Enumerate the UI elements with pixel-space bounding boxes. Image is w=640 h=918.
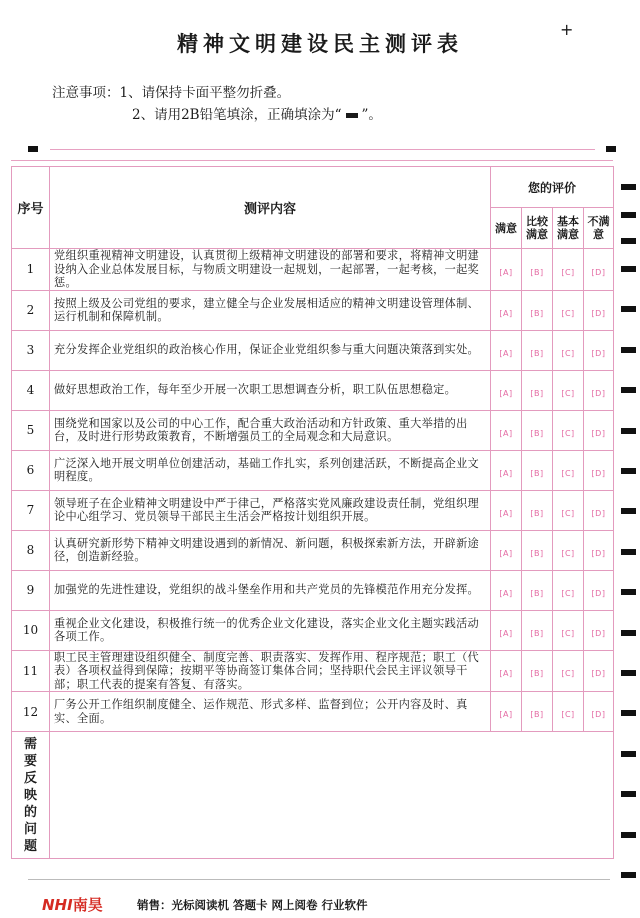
divider	[11, 160, 613, 161]
timing-mark	[621, 630, 636, 636]
option-cell-a	[491, 450, 522, 490]
answer-bubble-c[interactable]: [C]	[561, 628, 575, 638]
answer-bubble-d[interactable]: [D]	[591, 267, 606, 277]
option-cell-a	[491, 692, 522, 732]
row-content: 广泛深入地开展文明单位创建活动，基础工作扎实，系列创建活跃，不断提高企业文明程度。	[50, 450, 491, 490]
option-cell-d	[584, 410, 614, 450]
option-cell-a	[491, 610, 522, 650]
row-content: 做好思想政治工作，每年至少开展一次职工思想调查分析，职工队伍思想稳定。	[50, 370, 491, 410]
page-title: 精神文明建设民主测评表	[177, 31, 463, 56]
answer-bubble-b[interactable]: [B]	[530, 508, 544, 518]
answer-bubble-a[interactable]: [A]	[499, 710, 513, 719]
answer-bubble-c[interactable]: [C]	[561, 548, 575, 558]
answer-bubble-d[interactable]: [D]	[591, 308, 606, 318]
answer-bubble-d[interactable]: [D]	[591, 508, 606, 518]
instruction-line-2	[52, 104, 382, 126]
timing-mark	[621, 549, 636, 555]
option-cell-b	[522, 410, 553, 450]
row-seq: 3	[12, 330, 50, 370]
table-row	[12, 610, 614, 650]
answer-bubble-c[interactable]: [C]	[561, 508, 575, 518]
table-row	[12, 290, 614, 330]
answer-bubble-d[interactable]: [D]	[591, 669, 606, 679]
timing-mark	[621, 508, 636, 514]
row-seq: 6	[12, 450, 50, 490]
timing-mark	[621, 791, 636, 797]
divider	[50, 149, 595, 150]
header-eval: 您的评价	[491, 167, 614, 208]
row-content: 围绕党和国家以及公司的中心工作，配合重大政治活动和方针政策、重大举措的出台，及时进行形势政策教育，不断增强员工的全局观念和大局意识。	[50, 410, 491, 450]
row-content: 重视企业文化建设，积极推行统一的优秀企业文化建设，落实企业文化主题实践活动各项工作。	[50, 610, 491, 650]
instructions	[52, 82, 382, 126]
answer-bubble-d[interactable]: [D]	[591, 588, 606, 598]
option-cell-d	[584, 570, 614, 610]
answer-bubble-d[interactable]: [D]	[591, 548, 606, 558]
option-cell-c	[553, 450, 584, 490]
option-cell-a	[491, 330, 522, 370]
row-seq: 8	[12, 530, 50, 570]
instruction-line-1	[52, 82, 382, 104]
timing-mark	[621, 832, 636, 838]
answer-bubble-d[interactable]: [D]	[591, 628, 606, 638]
table-row	[12, 330, 614, 370]
sales-text: 销售：光标阅读机 答题卡 网上阅卷 行业软件	[137, 898, 368, 912]
answer-bubble-c[interactable]: [C]	[561, 669, 575, 679]
timing-mark	[621, 238, 636, 244]
feedback-label-text: 需要反映的问题	[23, 737, 37, 854]
row-content: 认真研究新形势下精神文明建设遇到的新情况、新问题，积极探索新方法，开辟新途径，创造新经验。	[50, 530, 491, 570]
option-cell-b	[522, 490, 553, 530]
logo-latin: NHI	[42, 896, 73, 914]
row-content: 领导班子在企业精神文明建设中严于律己，严格落实党风廉政建设责任制，党组织理论中心组学习、党员领导干部民主生活会严格按计划组织开展。	[50, 490, 491, 530]
option-cell-d	[584, 692, 614, 732]
answer-bubble-b[interactable]: [B]	[530, 267, 544, 277]
instructions-label: 注意事项：	[52, 85, 120, 101]
divider	[28, 879, 610, 880]
row-seq: 2	[12, 290, 50, 330]
answer-bubble-d[interactable]: [D]	[591, 710, 606, 719]
answer-bubble-a[interactable]: [A]	[499, 669, 513, 679]
option-cell-d	[584, 249, 614, 291]
row-content: 充分发挥企业党组织的政治核心作用，保证企业党组织参与重大问题决策落到实处。	[50, 330, 491, 370]
answer-bubble-a[interactable]: [A]	[499, 267, 513, 277]
timing-mark	[621, 589, 636, 595]
evaluation-table	[11, 166, 614, 859]
timing-mark	[621, 306, 636, 312]
instruction-item-2-end: ”。	[361, 107, 382, 123]
answer-bubble-c[interactable]: [C]	[561, 267, 575, 277]
answer-bubble-a[interactable]: [A]	[499, 468, 513, 478]
row-seq: 12	[12, 692, 50, 732]
timing-mark	[621, 670, 636, 676]
option-cell-b	[522, 450, 553, 490]
answer-bubble-a[interactable]: [A]	[499, 348, 513, 358]
header-option-b: 比较满意	[522, 208, 553, 249]
option-cell-d	[584, 610, 614, 650]
answer-bubble-b[interactable]: [B]	[530, 548, 544, 558]
table-row	[12, 650, 614, 692]
answer-bubble-b[interactable]: [B]	[530, 348, 544, 358]
answer-bubble-d[interactable]: [D]	[591, 348, 606, 358]
timing-mark	[621, 212, 636, 218]
answer-bubble-a[interactable]: [A]	[499, 388, 513, 398]
answer-bubble-b[interactable]: [B]	[530, 588, 544, 598]
option-cell-c	[553, 650, 584, 692]
answer-bubble-d[interactable]: [D]	[591, 468, 606, 478]
answer-bubble-c[interactable]: [C]	[561, 588, 575, 598]
answer-bubble-c[interactable]: [C]	[561, 308, 575, 318]
option-cell-c	[553, 249, 584, 291]
option-cell-c	[553, 370, 584, 410]
row-content: 党组织重视精神文明建设，认真贯彻上级精神文明建设的部署和要求，将精神文明建设纳入企业总体发展目标，与物质文明建设一起规划，一起部署，一起考核，一起奖惩。	[50, 249, 491, 291]
option-cell-a	[491, 410, 522, 450]
timing-mark	[621, 428, 636, 434]
option-cell-d	[584, 290, 614, 330]
option-cell-b	[522, 370, 553, 410]
option-cell-b	[522, 330, 553, 370]
option-cell-b	[522, 650, 553, 692]
answer-bubble-a[interactable]: [A]	[499, 548, 513, 558]
option-cell-b	[522, 692, 553, 732]
header-option-a: 满意	[491, 208, 522, 249]
option-cell-c	[553, 530, 584, 570]
timing-mark	[621, 468, 636, 474]
option-cell-c	[553, 692, 584, 732]
row-content: 按照上级及公司党组的要求，建立健全与企业发展相适应的精神文明建设管理体制、运行机制和保障机制。	[50, 290, 491, 330]
answer-bubble-b[interactable]: [B]	[530, 468, 544, 478]
instruction-item-2: 2、请用2B铅笔填涂，正确填涂为“	[132, 107, 342, 123]
registration-mark: +	[560, 20, 574, 39]
brand-logo	[42, 894, 103, 915]
option-cell-d	[584, 490, 614, 530]
timing-mark	[621, 751, 636, 757]
answer-bubble-c[interactable]: [C]	[561, 710, 575, 719]
timing-mark	[621, 347, 636, 353]
table-row	[12, 370, 614, 410]
row-content: 职工民主管理建设组织健全、制度完善、职责落实、发挥作用、程序规范；职工（代表）各项权益得到保障；按期平等协商签订集体合同；坚持职代会民主评议领导干部；职工代表的提案有答复、有落实。	[50, 650, 491, 692]
row-seq: 7	[12, 490, 50, 530]
timing-mark	[621, 710, 636, 716]
table-row	[12, 450, 614, 490]
option-cell-a	[491, 530, 522, 570]
option-cell-c	[553, 330, 584, 370]
option-cell-b	[522, 610, 553, 650]
row-seq: 9	[12, 570, 50, 610]
timing-mark	[621, 387, 636, 393]
table-row	[12, 570, 614, 610]
answer-bubble-a[interactable]: [A]	[499, 628, 513, 638]
answer-bubble-c[interactable]: [C]	[561, 428, 575, 438]
filled-mark-example	[346, 113, 358, 118]
feedback-area[interactable]	[50, 732, 614, 859]
option-cell-d	[584, 330, 614, 370]
option-cell-a	[491, 290, 522, 330]
header-seq: 序号	[12, 167, 50, 249]
option-cell-c	[553, 570, 584, 610]
option-cell-c	[553, 410, 584, 450]
answer-bubble-b[interactable]: [B]	[530, 628, 544, 638]
answer-bubble-b[interactable]: [B]	[530, 388, 544, 398]
timing-mark	[621, 266, 636, 272]
option-cell-a	[491, 650, 522, 692]
timing-mark	[621, 872, 636, 878]
header-option-d: 不满意	[584, 208, 614, 249]
feedback-label	[12, 732, 50, 859]
answer-bubble-b[interactable]: [B]	[530, 428, 544, 438]
row-seq: 1	[12, 249, 50, 291]
answer-bubble-b[interactable]: [B]	[530, 669, 544, 679]
option-cell-a	[491, 370, 522, 410]
answer-bubble-c[interactable]: [C]	[561, 388, 575, 398]
option-cell-b	[522, 290, 553, 330]
option-cell-b	[522, 530, 553, 570]
table-row	[12, 692, 614, 732]
answer-bubble-b[interactable]: [B]	[530, 308, 544, 318]
answer-bubble-a[interactable]: [A]	[499, 428, 513, 438]
answer-bubble-a[interactable]: [A]	[499, 308, 513, 318]
timing-mark	[606, 146, 616, 152]
answer-bubble-a[interactable]: [A]	[499, 508, 513, 518]
row-seq: 11	[12, 650, 50, 692]
row-seq: 5	[12, 410, 50, 450]
row-seq: 4	[12, 370, 50, 410]
timing-mark	[28, 146, 38, 152]
option-cell-d	[584, 450, 614, 490]
option-cell-d	[584, 530, 614, 570]
option-cell-b	[522, 249, 553, 291]
table-row	[12, 249, 614, 291]
answer-bubble-b[interactable]: [B]	[530, 710, 544, 719]
table-row	[12, 410, 614, 450]
timing-mark	[621, 184, 636, 190]
answer-bubble-d[interactable]: [D]	[591, 388, 606, 398]
row-content: 加强党的先进性建设，党组织的战斗堡垒作用和共产党员的先锋模范作用充分发挥。	[50, 570, 491, 610]
answer-bubble-c[interactable]: [C]	[561, 468, 575, 478]
option-cell-a	[491, 570, 522, 610]
header-content: 测评内容	[50, 167, 491, 249]
row-content: 厂务公开工作组织制度健全、运作规范、形式多样、监督到位；公开内容及时、真实、全面。	[50, 692, 491, 732]
option-cell-c	[553, 290, 584, 330]
option-cell-d	[584, 650, 614, 692]
answer-bubble-d[interactable]: [D]	[591, 428, 606, 438]
logo-cn: 南昊	[72, 896, 103, 914]
option-cell-d	[584, 370, 614, 410]
table-row	[12, 530, 614, 570]
option-cell-b	[522, 570, 553, 610]
option-cell-a	[491, 490, 522, 530]
option-cell-a	[491, 249, 522, 291]
header-option-c: 基本满意	[553, 208, 584, 249]
option-cell-c	[553, 610, 584, 650]
option-cell-c	[553, 490, 584, 530]
answer-bubble-a[interactable]: [A]	[499, 588, 513, 598]
answer-bubble-c[interactable]: [C]	[561, 348, 575, 358]
table-row	[12, 490, 614, 530]
instruction-item-1: 1、请保持卡面平整勿折叠。	[119, 85, 291, 101]
row-seq: 10	[12, 610, 50, 650]
